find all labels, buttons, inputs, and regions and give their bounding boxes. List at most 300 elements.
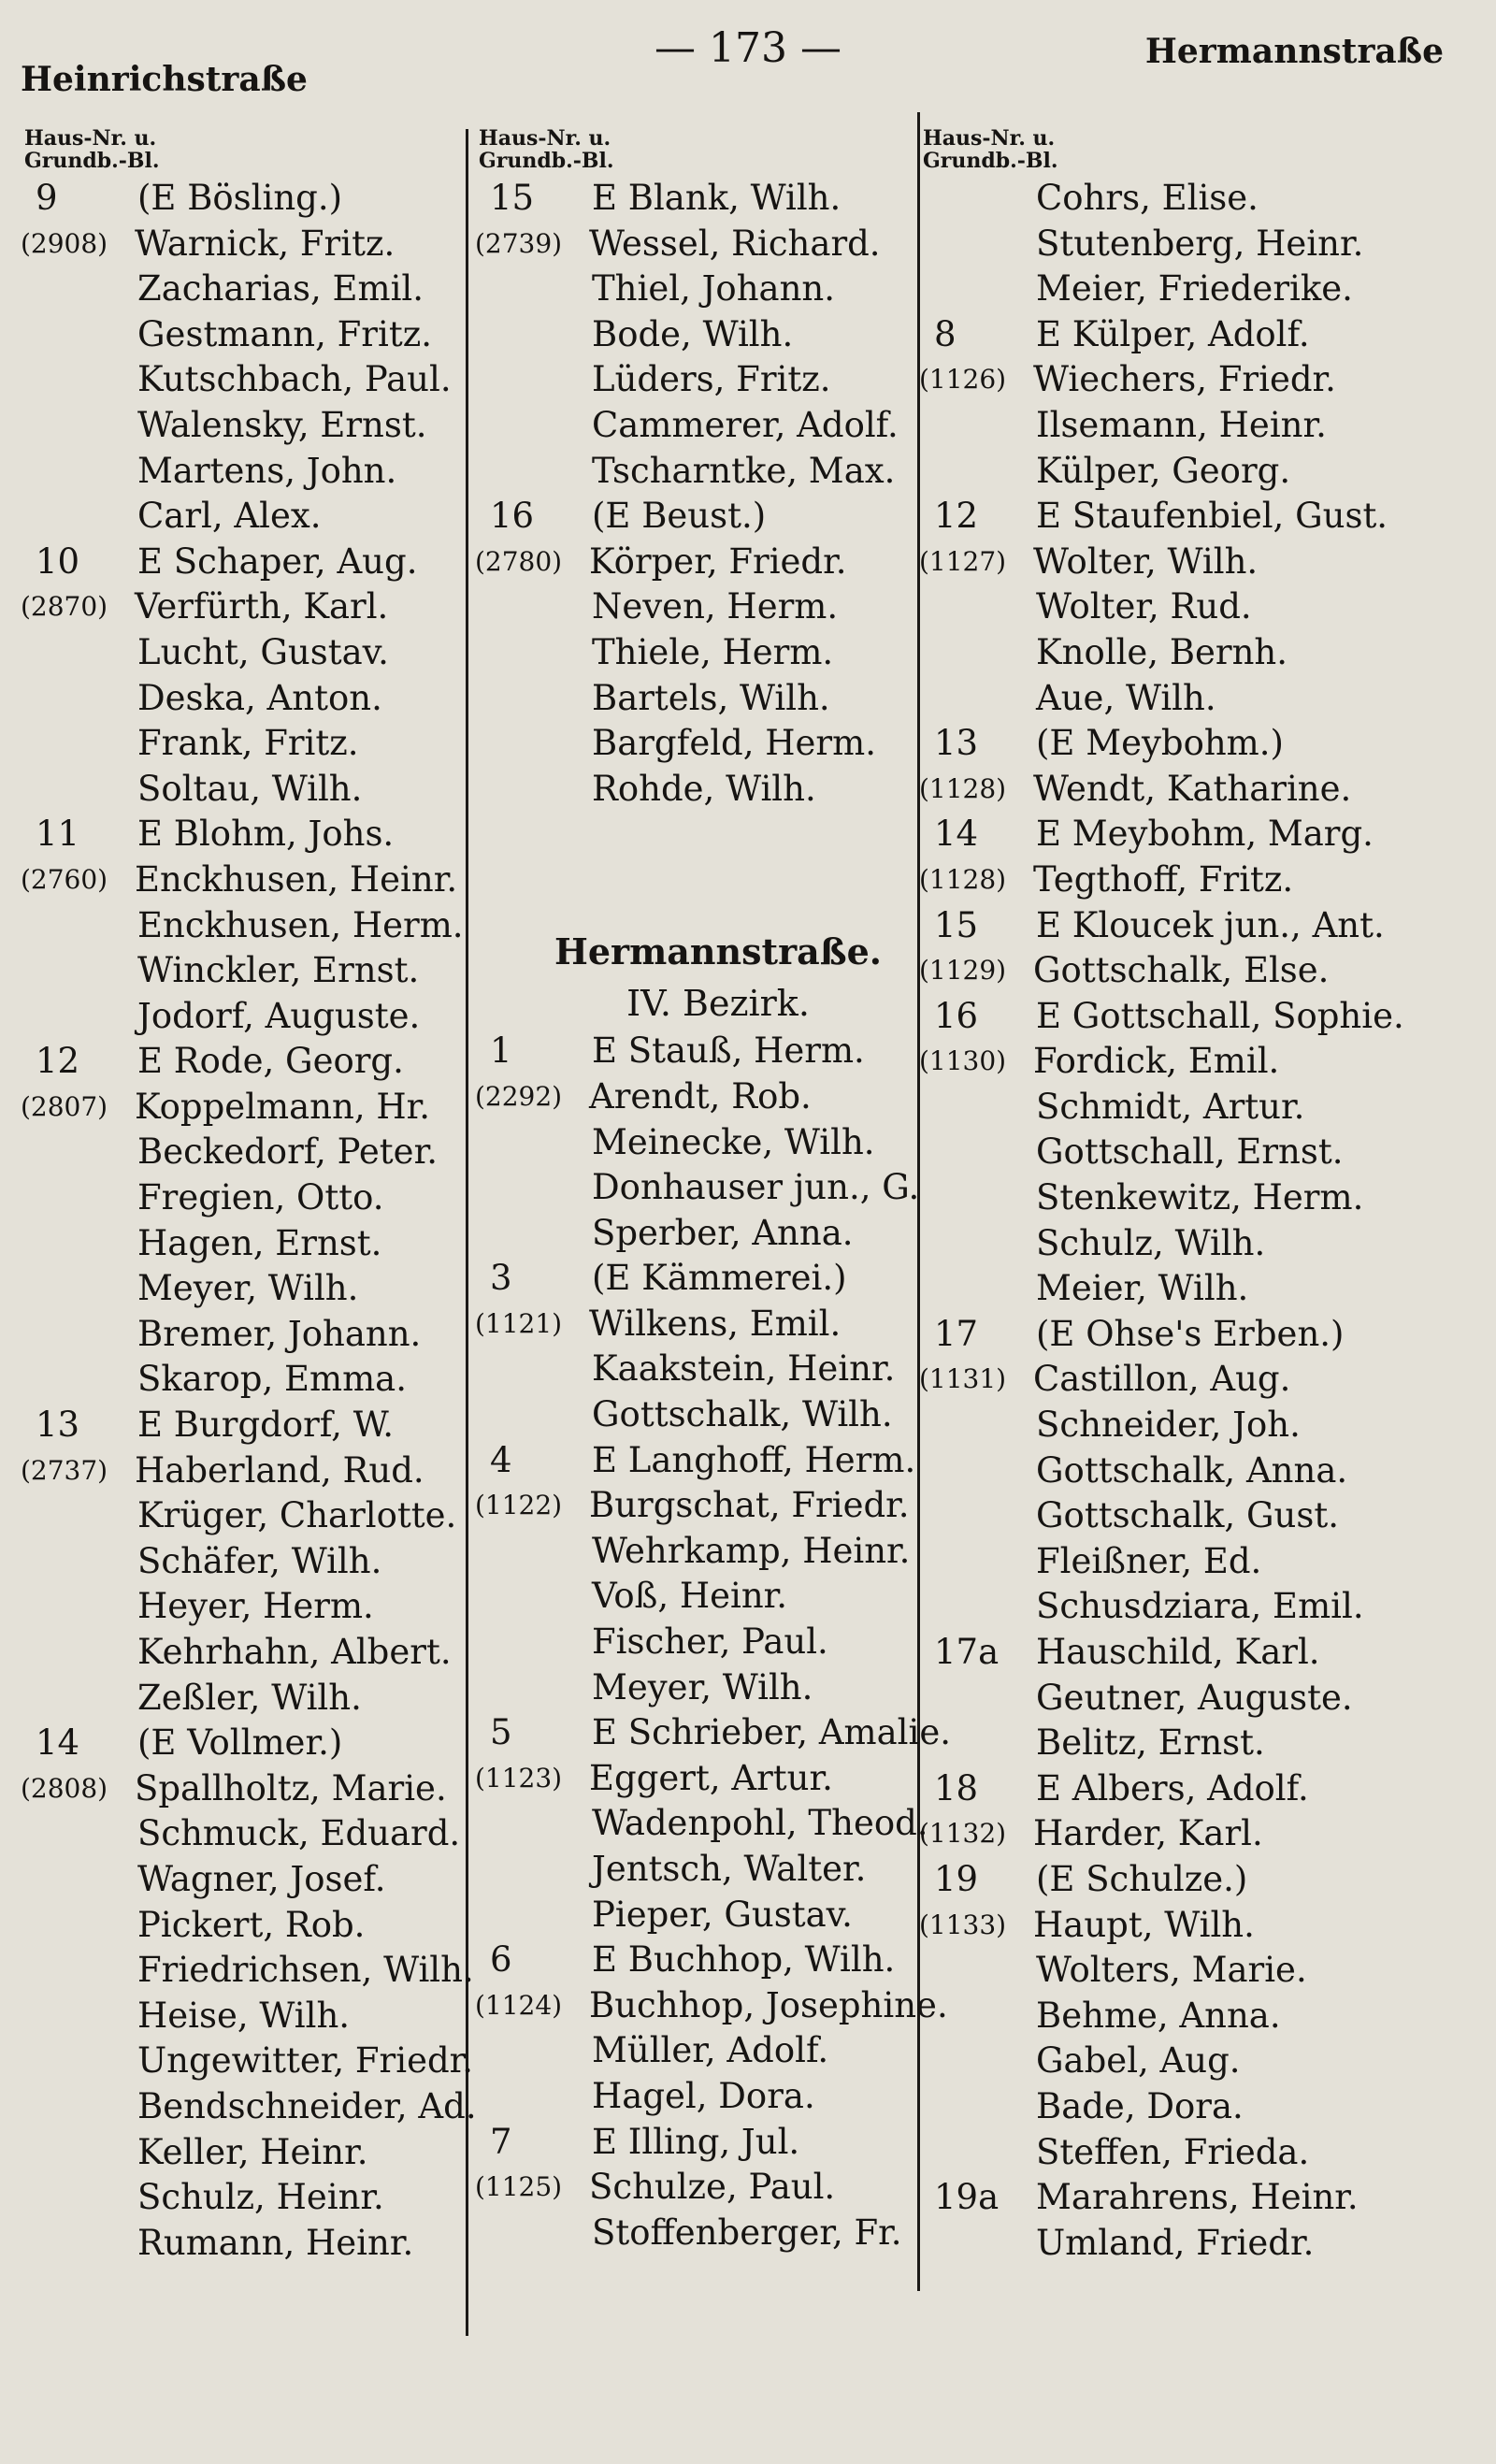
resident-name: Fischer, Paul. [592, 1621, 828, 1663]
directory-entry [21, 767, 539, 813]
resident-name: Jodorf, Auguste. [137, 995, 421, 1036]
resident-name: Tegthoff, Fritz. [1033, 858, 1294, 900]
resident-name: E Schrieber, Amalie. [592, 1712, 952, 1753]
directory-entry [919, 2130, 1405, 2176]
resident-name: Müller, Adolf. [592, 2030, 829, 2071]
directory-entry [21, 1130, 539, 1175]
directory-entry [21, 357, 539, 403]
directory-entry [475, 540, 961, 585]
directory-entry [21, 1221, 539, 1267]
resident-name: Wadenpohl, Theod. [592, 1803, 928, 1844]
directory-entry [475, 1529, 961, 1575]
directory-entry [21, 222, 539, 267]
resident-name: Heise, Wilh. [137, 1995, 351, 2036]
land-register-number: (1126) [919, 364, 1007, 396]
directory-entry [475, 721, 961, 767]
column-header-line1: Haus-Nr. u. [479, 126, 611, 151]
resident-name: Schulz, Wilh. [1036, 1222, 1266, 1263]
directory-entry [919, 1676, 1405, 1722]
resident-name: Pieper, Gustav. [592, 1894, 853, 1935]
house-number: 16 [490, 496, 535, 537]
resident-name: Meier, Wilh. [1036, 1268, 1249, 1309]
resident-name: Stutenberg, Heinr. [1036, 223, 1364, 264]
resident-name: Gestmann, Fritz. [137, 313, 432, 354]
resident-name: Fleißner, Ed. [1036, 1540, 1262, 1581]
directory-entry [919, 357, 1405, 403]
resident-name: Friedrichsen, Wilh. [137, 1950, 474, 1991]
land-register-number: (1122) [475, 1490, 563, 1521]
directory-entry [919, 403, 1405, 449]
directory-entry [919, 176, 1405, 222]
resident-name: Buchhop, Josephine. [589, 1984, 948, 2025]
house-number: 18 [934, 1767, 979, 1808]
column-3 [919, 127, 1405, 2266]
directory-entry [21, 1448, 539, 1494]
resident-name: Bremer, Johann. [137, 1313, 422, 1354]
directory-entry [21, 403, 539, 449]
running-head-left: Heinrichstraße [21, 60, 308, 99]
directory-entry [475, 1710, 961, 1756]
land-register-number: (1131) [919, 1363, 1007, 1395]
directory-entry [475, 1165, 961, 1211]
resident-name: Schmidt, Artur. [1036, 1086, 1305, 1127]
resident-name: Meier, Friederike. [1036, 268, 1353, 310]
resident-name: Keller, Heinr. [137, 2131, 368, 2172]
resident-name: Beckedorf, Peter. [137, 1131, 438, 1173]
land-register-number: (1132) [919, 1818, 1007, 1850]
land-register-number: (2737) [21, 1454, 108, 1486]
resident-name: Behme, Anna. [1036, 1995, 1281, 2036]
resident-name: E Blohm, Johs. [137, 814, 395, 855]
land-register-number: (1127) [919, 545, 1007, 577]
directory-entry [919, 1266, 1405, 1312]
resident-name: Hagel, Dora. [592, 2075, 815, 2116]
house-number: 19a [934, 2177, 1000, 2218]
directory-entry [919, 812, 1405, 857]
land-register-number: (1128) [919, 863, 1007, 895]
resident-name: Lüders, Fritz. [592, 359, 831, 400]
directory-entry [919, 1539, 1405, 1585]
resident-name: Meyer, Wilh. [592, 1666, 813, 1708]
resident-name: Zacharias, Emil. [137, 268, 424, 310]
directory-entry [21, 1312, 539, 1358]
directory-entry [21, 1948, 539, 1994]
land-register-number: (2808) [21, 1772, 108, 1804]
directory-entry [475, 1392, 961, 1438]
resident-name: Thiel, Johann. [592, 268, 836, 310]
directory-entry [919, 1857, 1405, 1903]
directory-entry [475, 2165, 961, 2211]
resident-name: Knolle, Bernh. [1036, 631, 1288, 672]
resident-name: Schäfer, Wilh. [137, 1540, 382, 1581]
directory-entry [21, 2130, 539, 2176]
resident-name: Kehrhahn, Albert. [137, 1632, 452, 1672]
directory-entry [919, 721, 1405, 767]
resident-name: E Külper, Adolf. [1036, 313, 1310, 354]
directory-entry [475, 1938, 961, 1983]
resident-name: Gottschall, Ernst. [1036, 1131, 1344, 1173]
house-number: 12 [36, 1041, 80, 1082]
house-number: 13 [36, 1405, 80, 1446]
directory-entry [21, 1403, 539, 1448]
directory-entry [919, 857, 1405, 903]
directory-entry [919, 1994, 1405, 2039]
house-number: 12 [934, 496, 979, 537]
directory-entry [475, 1211, 961, 1257]
land-register-number: (1125) [475, 2171, 563, 2203]
resident-name: (E Kämmerei.) [592, 1258, 847, 1299]
resident-name: (E Meybohm.) [1036, 723, 1284, 764]
directory-entry [919, 630, 1405, 676]
directory-entry [475, 2211, 961, 2256]
resident-name: Marahrens, Heinr. [1036, 2177, 1359, 2218]
house-number: 11 [36, 814, 80, 855]
directory-entry [21, 1811, 539, 1857]
resident-name: Bade, Dora. [1036, 2085, 1244, 2126]
house-number: 13 [934, 723, 979, 764]
directory-entry [919, 1175, 1405, 1221]
directory-entry [919, 2175, 1405, 2221]
directory-entry [919, 1039, 1405, 1085]
resident-name: Jentsch, Walter. [592, 1849, 867, 1889]
resident-name: (E Beust.) [592, 496, 767, 537]
resident-name: Warnick, Fritz. [135, 223, 396, 264]
land-register-number: (2760) [21, 863, 108, 895]
resident-name: Cammerer, Adolf. [592, 404, 899, 445]
resident-name: Schusdziara, Emil. [1036, 1586, 1364, 1627]
directory-entry [475, 267, 961, 312]
resident-name: Bartels, Wilh. [592, 677, 830, 718]
directory-entry [919, 1948, 1405, 1994]
directory-entry [475, 1438, 961, 1484]
resident-name: Enckhusen, Heinr. [135, 858, 458, 900]
resident-name: Umland, Friedr. [1036, 2222, 1315, 2263]
directory-entry [919, 903, 1405, 949]
directory-entry [475, 584, 961, 630]
directory-entry [475, 449, 961, 495]
land-register-number: (1128) [919, 772, 1007, 804]
directory-entry [21, 176, 539, 222]
resident-name: Hagen, Ernst. [137, 1222, 382, 1263]
directory-entry [919, 2039, 1405, 2084]
directory-entry [21, 1903, 539, 1949]
directory-entry [21, 994, 539, 1040]
directory-entry [21, 630, 539, 676]
resident-name: Voß, Heinr. [592, 1576, 788, 1617]
directory-entry [21, 812, 539, 857]
directory-entry [475, 312, 961, 358]
house-number: 16 [934, 995, 979, 1036]
directory-entry [919, 449, 1405, 495]
resident-name: Harder, Karl. [1033, 1813, 1263, 1854]
resident-name: E Rode, Georg. [137, 1041, 404, 1082]
directory-entry [919, 540, 1405, 585]
house-number: 14 [934, 814, 979, 855]
directory-entry [475, 494, 961, 540]
column-header-line1: Haus-Nr. u. [24, 126, 157, 151]
directory-entry [919, 1312, 1405, 1358]
resident-name: Martens, John. [137, 450, 397, 491]
resident-name: Walensky, Ernst. [137, 404, 427, 445]
directory-entry [21, 721, 539, 767]
resident-name: Arendt, Rob. [589, 1075, 812, 1117]
directory-entry [475, 1665, 961, 1711]
resident-name: E Albers, Adolf. [1036, 1767, 1309, 1808]
directory-entry [475, 1347, 961, 1392]
column-header-line1: Haus-Nr. u. [923, 126, 1056, 151]
resident-name: Donhauser jun., G. [592, 1167, 920, 1208]
directory-entry [21, 494, 539, 540]
resident-name: E Schaper, Aug. [137, 540, 418, 582]
directory-entry [21, 948, 539, 994]
resident-name: Fordick, Emil. [1033, 1041, 1280, 1082]
land-register-number: (1130) [919, 1045, 1007, 1077]
resident-name: Tscharntke, Max. [592, 450, 896, 491]
resident-name: Schulz, Heinr. [137, 2177, 384, 2218]
directory-entry [475, 1983, 961, 2029]
resident-name: Belitz, Ernst. [1036, 1722, 1265, 1764]
resident-name: Bargfeld, Herm. [592, 723, 876, 764]
resident-name: E Buchhop, Wilh. [592, 1939, 896, 1981]
resident-name: Spallholtz, Marie. [135, 1767, 447, 1808]
house-number: 8 [934, 313, 957, 354]
directory-entry [21, 903, 539, 949]
directory-entry [475, 1074, 961, 1120]
resident-name: Stenkewitz, Herm. [1036, 1177, 1364, 1218]
resident-name: Carl, Alex. [137, 496, 322, 537]
directory-entry [919, 994, 1405, 1040]
directory-entry [475, 2028, 961, 2074]
resident-name: Gabel, Aug. [1036, 2040, 1241, 2082]
resident-name: E Meybohm, Marg. [1036, 814, 1374, 855]
land-register-number: (1133) [919, 1909, 1007, 1940]
directory-entry [919, 1403, 1405, 1448]
resident-name: Gottschalk, Anna. [1036, 1449, 1348, 1491]
resident-name: Schmuck, Eduard. [137, 1813, 461, 1854]
directory-entry [475, 1847, 961, 1893]
directory-entry [21, 857, 539, 903]
resident-name: Steffen, Frieda. [1036, 2131, 1310, 2172]
directory-entry [21, 540, 539, 585]
resident-name: Körper, Friedr. [589, 540, 847, 582]
directory-entry [475, 1256, 961, 1302]
directory-entry [475, 630, 961, 676]
page-number: — 173 — [654, 24, 842, 72]
directory-entry [919, 1766, 1405, 1812]
directory-entry [919, 1903, 1405, 1949]
resident-name: E Illing, Jul. [592, 2121, 800, 2162]
directory-entry [21, 1994, 539, 2039]
directory-entry [919, 1584, 1405, 1630]
resident-name: Zeßler, Wilh. [137, 1677, 362, 1718]
section-title: Hermannstraße. [554, 930, 883, 973]
directory-entry [21, 1266, 539, 1312]
directory-entry [21, 676, 539, 722]
directory-entry [475, 357, 961, 403]
house-number: 15 [934, 904, 979, 945]
resident-name: Stoffenberger, Fr. [592, 2212, 902, 2253]
directory-entry [21, 267, 539, 312]
directory-entry [475, 767, 961, 813]
directory-entry [21, 449, 539, 495]
resident-name: Külper, Georg. [1036, 450, 1291, 491]
directory-entry [21, 1721, 539, 1766]
resident-name: Burgschat, Friedr. [589, 1485, 910, 1526]
resident-name: Wilkens, Emil. [589, 1303, 842, 1344]
house-number: 5 [490, 1712, 512, 1753]
directory-entry [475, 1120, 961, 1166]
resident-name: Schulze, Paul. [589, 2167, 836, 2208]
house-number: 1 [490, 1030, 512, 1072]
column-header-line2: Grundb.-Bl. [923, 149, 1058, 173]
directory-entry [919, 267, 1405, 312]
resident-name: Kaakstein, Heinr. [592, 1348, 896, 1390]
directory-entry [919, 584, 1405, 630]
resident-name: Soltau, Wilh. [137, 768, 363, 809]
resident-name: Winckler, Ernst. [137, 950, 420, 991]
resident-name: E Blank, Wilh. [592, 178, 842, 218]
land-register-number: (2292) [475, 1080, 563, 1112]
directory-entry [475, 1483, 961, 1529]
column-1 [21, 127, 539, 2266]
running-head-right: Hermannstraße [1144, 32, 1444, 71]
directory-entry [21, 1766, 539, 1812]
resident-name: Frank, Fritz. [137, 723, 359, 764]
resident-name: Deska, Anton. [137, 677, 382, 718]
resident-name: Verfürth, Karl. [135, 586, 389, 627]
column-header-line2: Grundb.-Bl. [479, 149, 614, 173]
resident-name: Castillon, Aug. [1033, 1359, 1291, 1400]
column-header-line2: Grundb.-Bl. [24, 149, 160, 173]
directory-entry [21, 312, 539, 358]
directory-entry [919, 1357, 1405, 1403]
directory-entry [919, 312, 1405, 358]
resident-name: (E Vollmer.) [137, 1722, 343, 1764]
directory-entry [475, 1029, 961, 1074]
resident-name: Haberland, Rud. [135, 1449, 424, 1491]
resident-name: Rumann, Heinr. [137, 2222, 414, 2263]
resident-name: (E Bösling.) [137, 178, 343, 218]
directory-entry [475, 403, 961, 449]
resident-name: Rohde, Wilh. [592, 768, 816, 809]
resident-name: Heyer, Herm. [137, 1586, 374, 1627]
directory-entry [21, 2039, 539, 2084]
directory-entry [21, 1175, 539, 1221]
column-blocks [919, 176, 1405, 2266]
resident-name: E Kloucek jun., Ant. [1036, 904, 1385, 945]
house-number: 15 [490, 178, 535, 218]
land-register-number: (2807) [21, 1090, 108, 1122]
resident-name: Wendt, Katharine. [1033, 768, 1352, 809]
directory-entry [475, 1302, 961, 1347]
resident-name: Bode, Wilh. [592, 313, 794, 354]
resident-name: Enckhusen, Herm. [137, 904, 464, 945]
column-2 [475, 127, 961, 2255]
house-number: 7 [490, 2121, 512, 2162]
directory-entry [919, 1085, 1405, 1131]
house-number: 14 [36, 1722, 80, 1764]
directory-entry [919, 494, 1405, 540]
land-register-number: (1124) [475, 1989, 563, 2021]
resident-name: Kutschbach, Paul. [137, 359, 452, 400]
resident-name: Sperber, Anna. [592, 1212, 854, 1253]
land-register-number: (2739) [475, 227, 563, 259]
land-register-number: (2908) [21, 227, 108, 259]
resident-name: E Burgdorf, W. [137, 1405, 395, 1446]
land-register-number: (1129) [919, 955, 1007, 987]
directory-entry [475, 1620, 961, 1665]
directory-entry [21, 2084, 539, 2130]
resident-name: Fregien, Otto. [137, 1177, 384, 1218]
directory-entry [475, 1574, 961, 1620]
resident-name: Bendschneider, Ad. [137, 2085, 477, 2126]
directory-entry [21, 584, 539, 630]
land-register-number: (2870) [21, 591, 108, 623]
directory-entry [919, 676, 1405, 722]
column-blocks [21, 176, 539, 2266]
resident-name: Schneider, Joh. [1036, 1405, 1301, 1446]
resident-name: Gottschalk, Else. [1033, 950, 1330, 991]
house-number: 17 [934, 1313, 979, 1354]
directory-entry [475, 1801, 961, 1847]
directory-entry [21, 2221, 539, 2267]
land-register-number: (2780) [475, 545, 563, 577]
directory-entry [21, 1493, 539, 1539]
directory-entry [21, 1039, 539, 1085]
resident-name: Hauschild, Karl. [1036, 1632, 1320, 1672]
resident-name: Aue, Wilh. [1036, 677, 1216, 718]
directory-entry [475, 176, 961, 222]
resident-name: Gottschalk, Gust. [1036, 1495, 1339, 1536]
house-number: 3 [490, 1258, 512, 1299]
directory-entry [21, 1630, 539, 1676]
resident-name: E Gottschall, Sophie. [1036, 995, 1404, 1036]
resident-name: Neven, Herm. [592, 586, 839, 627]
directory-entry [919, 1448, 1405, 1494]
resident-name: Wolter, Rud. [1036, 586, 1252, 627]
resident-name: Wehrkamp, Heinr. [592, 1530, 911, 1571]
land-register-number: (1121) [475, 1307, 563, 1339]
house-number: 19 [934, 1858, 979, 1899]
directory-entry [21, 1676, 539, 1722]
resident-name: Koppelmann, Hr. [135, 1086, 430, 1127]
directory-entry [475, 222, 961, 267]
resident-name: Wiechers, Friedr. [1033, 359, 1336, 400]
directory-entry [919, 1130, 1405, 1175]
directory-entry [919, 1493, 1405, 1539]
resident-name: Krüger, Charlotte. [137, 1495, 457, 1536]
resident-name: Skarop, Emma. [137, 1359, 407, 1400]
directory-entry [919, 1221, 1405, 1267]
resident-name: E Stauß, Herm. [592, 1030, 865, 1072]
resident-name: Lucht, Gustav. [137, 631, 389, 672]
directory-entry [21, 1085, 539, 1131]
resident-name: Thiele, Herm. [592, 631, 834, 672]
resident-name: Cohrs, Elise. [1036, 178, 1259, 218]
directory-entry [919, 1721, 1405, 1766]
directory-entry [475, 2120, 961, 2166]
directory-entry [919, 948, 1405, 994]
resident-name: Gottschalk, Wilh. [592, 1394, 893, 1435]
resident-name: Wolters, Marie. [1036, 1950, 1307, 1991]
house-number: 9 [36, 178, 58, 218]
resident-name: (E Ohse's Erben.) [1036, 1313, 1345, 1354]
directory-entry [919, 1630, 1405, 1676]
resident-name: Haupt, Wilh. [1033, 1904, 1255, 1945]
directory-entry [21, 1539, 539, 1585]
resident-name: Meyer, Wilh. [137, 1268, 359, 1309]
house-number: 10 [36, 540, 80, 582]
